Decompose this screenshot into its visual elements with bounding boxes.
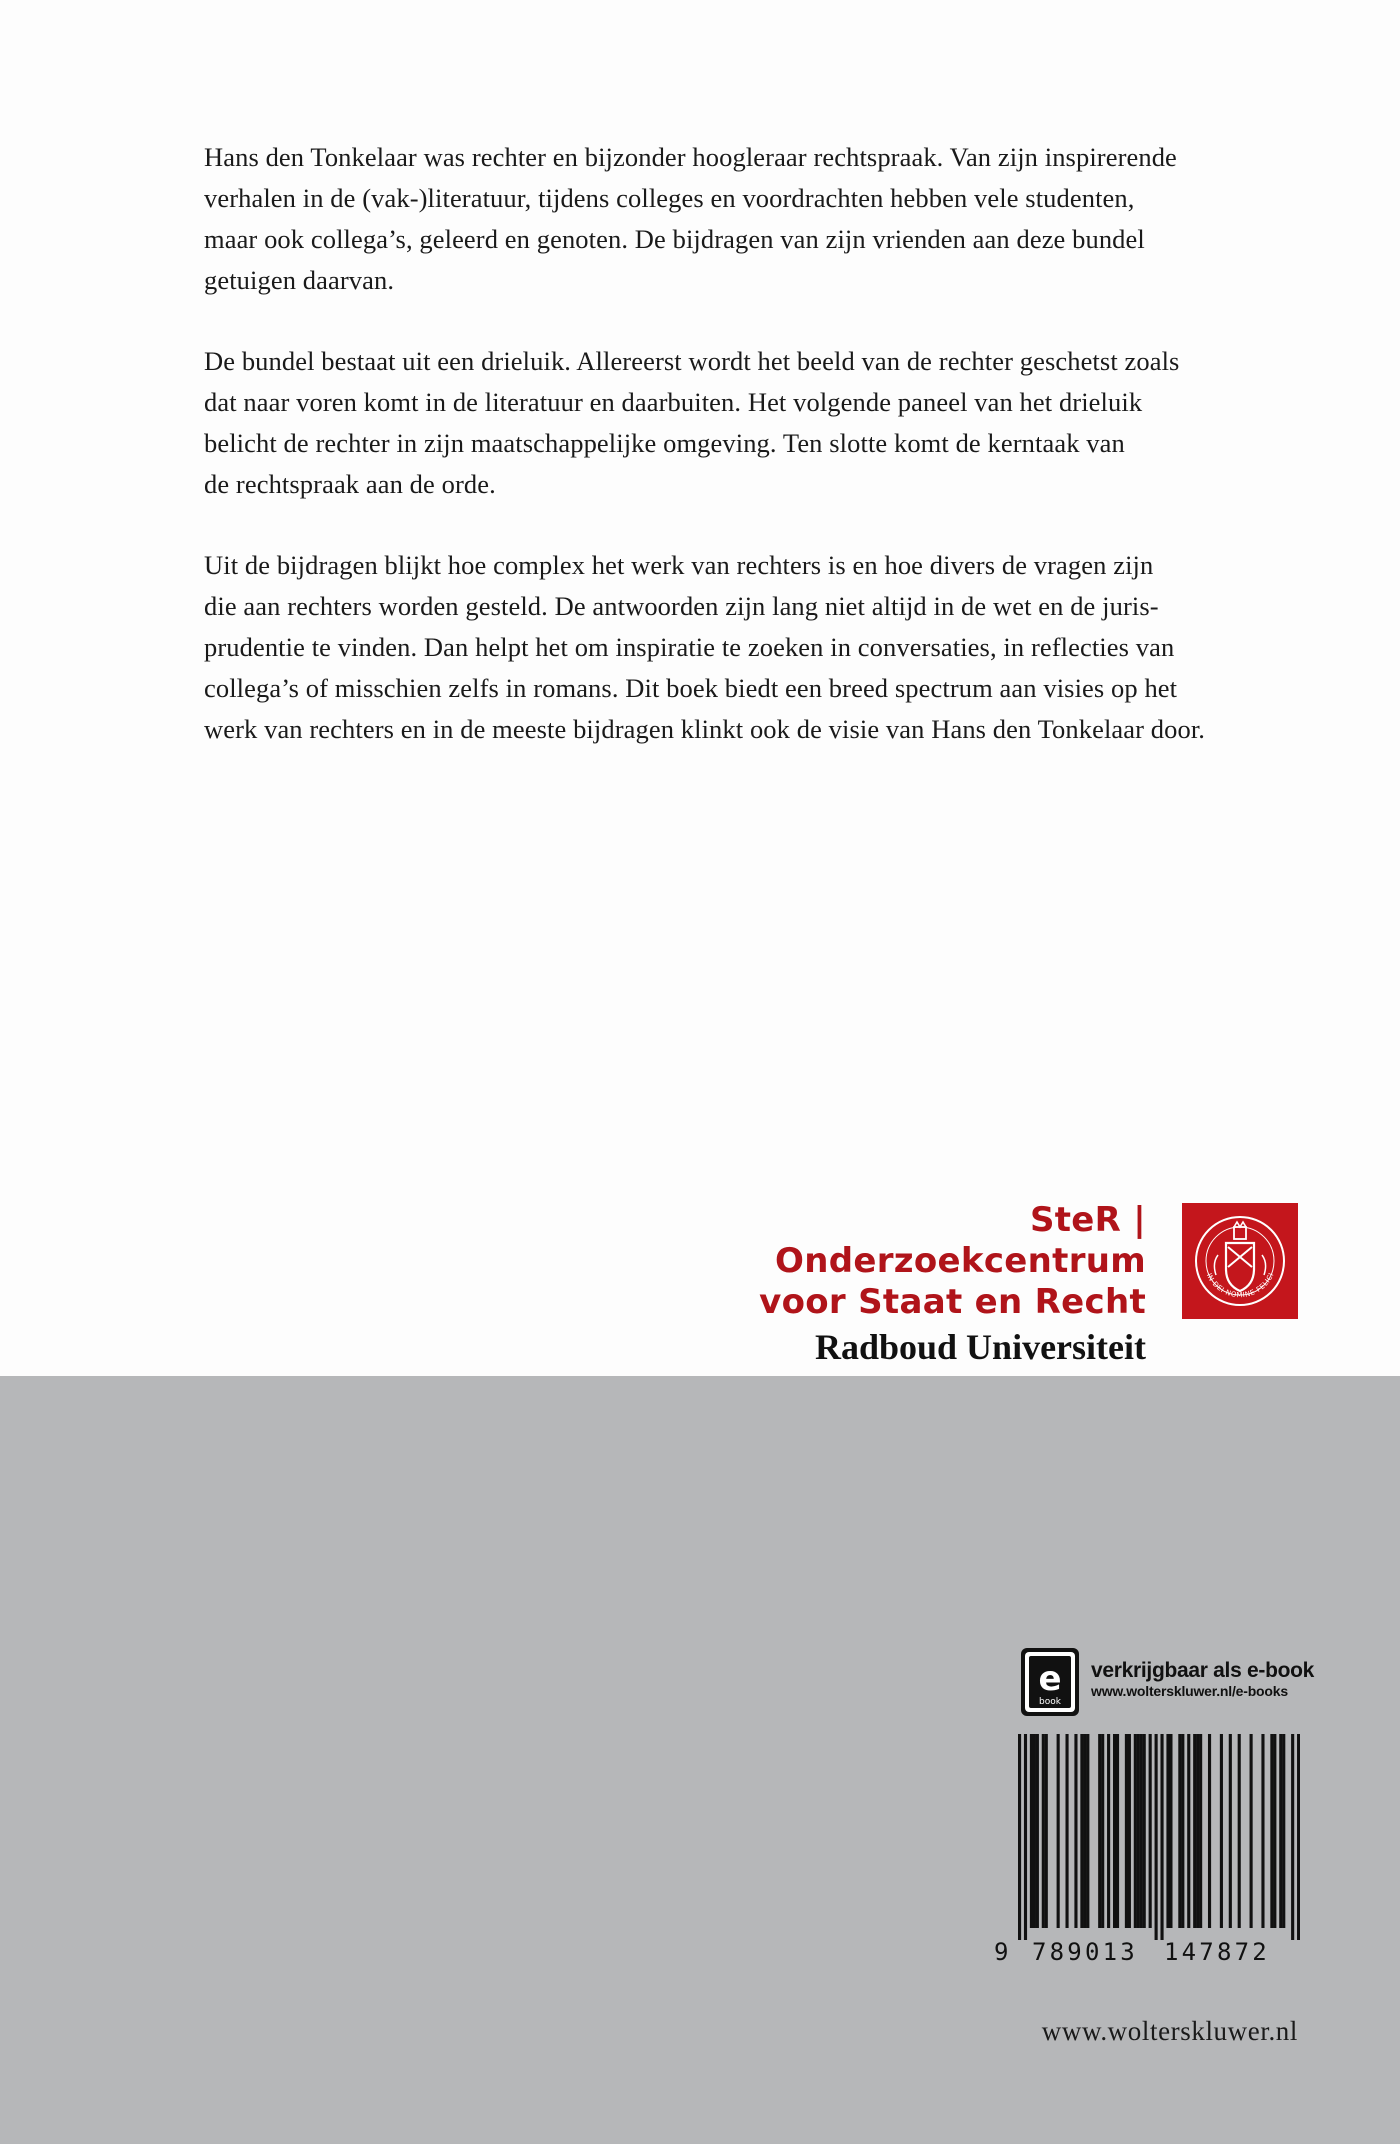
barcode-bar (1181, 1734, 1184, 1928)
barcode-bar (1140, 1734, 1143, 1928)
barcode-bar (1220, 1734, 1223, 1928)
institution-logo (658, 1200, 1298, 1367)
barcode-bar (1134, 1734, 1137, 1928)
isbn-number (994, 1934, 1308, 1974)
barcode-bar (1107, 1734, 1110, 1928)
barcode-bar (1297, 1734, 1300, 1940)
barcode-bar (1208, 1734, 1211, 1928)
blurb-line: prudentie te vinden. Dan helpt het om inspiratie te zoeken in conversaties, in reflecties van (204, 632, 1175, 662)
barcode-bar (1238, 1734, 1241, 1928)
ebook-icon-letter: e (1038, 1659, 1062, 1699)
ebook-badge (1021, 1648, 1321, 1718)
blurb-paragraph-1 (204, 137, 1314, 301)
barcode-bar (1080, 1734, 1083, 1928)
barcode-bar (1279, 1734, 1282, 1928)
blurb-line: getuigen daarvan. (204, 265, 395, 295)
barcode-bar (1033, 1734, 1036, 1928)
ebook-icon-label: book (1039, 1697, 1061, 1707)
blurb-paragraph-2 (204, 341, 1314, 505)
barcode-bar (1098, 1734, 1101, 1928)
barcode-bar (1042, 1734, 1045, 1928)
blurb-line: collega’s of misschien zelfs in romans. Dit boek biedt een breed spectrum aan visies op het (204, 673, 1178, 703)
institution-line-2: voor Staat en Recht (759, 1282, 1146, 1322)
institution-line-1: SteR | Onderzoekcentrum (775, 1200, 1146, 1281)
ebook-title: verkrijgbaar als e-book (1091, 1659, 1315, 1682)
blurb-line: Uit de bijdragen blijkt hoe complex het werk van rechters is en hoe divers de vragen zijn (204, 550, 1154, 580)
barcode-bar (1113, 1734, 1116, 1928)
blurb-line: werk van rechters en in de meeste bijdragen klinkt ook de visie van Hans den Tonkelaar door. (204, 714, 1206, 744)
ebook-url: www.wolterskluwer.nl/e-books (1091, 1683, 1288, 1699)
barcode-bar (1018, 1734, 1021, 1940)
blurb-line: die aan rechters worden gesteld. De antwoorden zijn lang niet altijd in de wet en de juris- (204, 591, 1159, 621)
barcode-bars (1018, 1734, 1300, 1940)
barcode-bar (1086, 1734, 1089, 1928)
institution-name (658, 1200, 1146, 1369)
barcode-bar (1250, 1734, 1253, 1928)
blurb-line: Hans den Tonkelaar was rechter en bijzonder hoogleraar rechtspraak. Van zijn inspirerende (204, 142, 1177, 172)
barcode-bar (1193, 1734, 1196, 1928)
barcode-bar (1291, 1734, 1294, 1940)
barcode-bar (1036, 1734, 1039, 1928)
barcode-bar (1199, 1734, 1202, 1928)
barcode-bar (1128, 1734, 1131, 1928)
barcode-bar (1030, 1734, 1033, 1928)
institution-line-3: Radboud Universiteit (814, 1327, 1146, 1367)
blurb (204, 137, 1314, 790)
blurb-line: belicht de rechter in zijn maatschappelijke omgeving. Ten slotte komt de kerntaak van (204, 428, 1125, 458)
barcode-bar (1125, 1734, 1128, 1928)
barcode-bar (1155, 1734, 1158, 1940)
barcode-bar (1057, 1734, 1060, 1928)
barcode-bar (1065, 1734, 1068, 1928)
barcode-bar (1270, 1734, 1273, 1928)
barcode-bar (1178, 1734, 1181, 1928)
barcode-bar (1169, 1734, 1172, 1928)
barcode-bar (1101, 1734, 1104, 1928)
blurb-paragraph-3 (204, 545, 1314, 750)
barcode-bar (1229, 1734, 1232, 1928)
barcode-bar (1074, 1734, 1077, 1928)
barcode-bar (1187, 1734, 1190, 1928)
isbn-barcode (994, 1734, 1300, 1974)
blurb-line: maar ook collega’s, geleerd en genoten. De bijdragen van zijn vrienden aan deze bundel (204, 224, 1145, 254)
isbn-right-digits: 147872 (1164, 1938, 1270, 1966)
barcode-bar (1196, 1734, 1199, 1928)
barcode-bar (1083, 1734, 1086, 1928)
barcode-bar (1149, 1734, 1152, 1928)
barcode-bar (1273, 1734, 1276, 1928)
publisher-url[interactable]: www.wolterskluwer.nl (1041, 2016, 1298, 2046)
barcode-bar (1261, 1734, 1264, 1928)
barcode-bar (1137, 1734, 1140, 1928)
ebook-icon (1021, 1648, 1079, 1716)
isbn-left-digits: 789013 (1032, 1938, 1138, 1966)
blurb-line: De bundel bestaat uit een drieluik. Allereerst wordt het beeld van de rechter geschetst zoals (204, 346, 1180, 376)
blurb-line: de rechtspraak aan de orde. (204, 469, 496, 499)
blurb-line: verhalen in de (vak-)literatuur, tijdens colleges en voordrachten hebben vele studenten, (204, 183, 1135, 213)
ebook-text (1091, 1660, 1314, 1700)
seal-motto: IN DEI NOMINE FELICI (1204, 1271, 1276, 1300)
barcode-bar (1024, 1734, 1027, 1940)
blurb-line: dat naar voren komt in de literatuur en daarbuiten. Het volgende paneel van het drieluik (204, 387, 1143, 417)
barcode-bar (1160, 1734, 1163, 1940)
radboud-seal-icon (1182, 1203, 1298, 1319)
barcode-bar (1045, 1734, 1048, 1928)
barcode-bar (1116, 1734, 1119, 1928)
barcode-bar (1143, 1734, 1146, 1928)
barcode-bar (1166, 1734, 1169, 1928)
barcode-bar (1282, 1734, 1285, 1928)
isbn-prefix-digit: 9 (994, 1938, 1009, 1966)
